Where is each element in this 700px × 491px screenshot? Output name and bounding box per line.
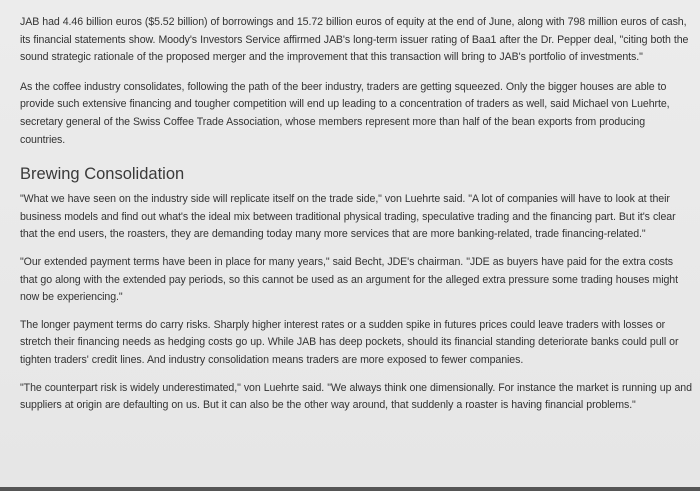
paragraph-trade-side: "What we have seen on the industry side will replicate itself on the trade side," von Luehrte said. "A lot of companies will have to look at their business models and find out what's the ideal mix between traditional physical trading, speculative trading and the financing part. But it's clear that the end users, the roasters, they are demanding today many more services that are more banking-related, trade financing-related." bbox=[20, 193, 676, 241]
bottom-edge-bar bbox=[0, 487, 700, 491]
paragraph-payment-terms: "Our extended payment terms have been in place for many years," said Becht, JDE's chairman. "JDE as buyers have paid for the extra costs that go along with the extended pay periods, so this cannot be used as an argument for the alleged extra pressure some trading houses might now be experiencing." bbox=[20, 255, 678, 304]
paragraph-jab-borrowings: JAB had 4.46 billion euros ($5.52 billion) of borrowings and 15.72 billion euros of equity at the end of June, along with 798 million euros of cash, its financial statements show. Moody's Investors Service affirmed JAB's long-term issuer rating of Baa1 after the Dr. Pepper deal, "citing both the sound strategic rationale of the proposed merger and the improvement that this transaction will bring to JAB's portfolio of investments." bbox=[20, 16, 689, 64]
paragraph-industry-consolidates: As the coffee industry consolidates, following the path of the beer industry, traders are getting squeezed. Only the bigger houses are able to provide such extensive financing and tougher competition will end up leading to a concentration of traders as well, said Michael von Luehrte, secretary general of the Swiss Coffee Trade Association, whose members represent more than half of the bean exports from producing countries. bbox=[20, 80, 670, 146]
section-heading: Brewing Consolidation bbox=[20, 165, 185, 184]
paragraph-risks: The longer payment terms do carry risks. Sharply higher interest rates or a sudden spike in futures prices could leave traders with losses or stretch their financing needs as hedging costs go up. While JAB has deep pockets, should its financial standing deteriorate banks could pull or tighten traders' credit lines. And industry consolidation means traders are more exposed to fewer companies. bbox=[20, 318, 679, 366]
paragraph-counterpart-risk: "The counterpart risk is widely underestimated," von Luehrte said. "We always think one dimensionally. For instance the market is running up and suppliers at origin are defaulting on us. But it can also be the other way around, that suddenly a roaster is having financial problems." bbox=[20, 381, 692, 412]
